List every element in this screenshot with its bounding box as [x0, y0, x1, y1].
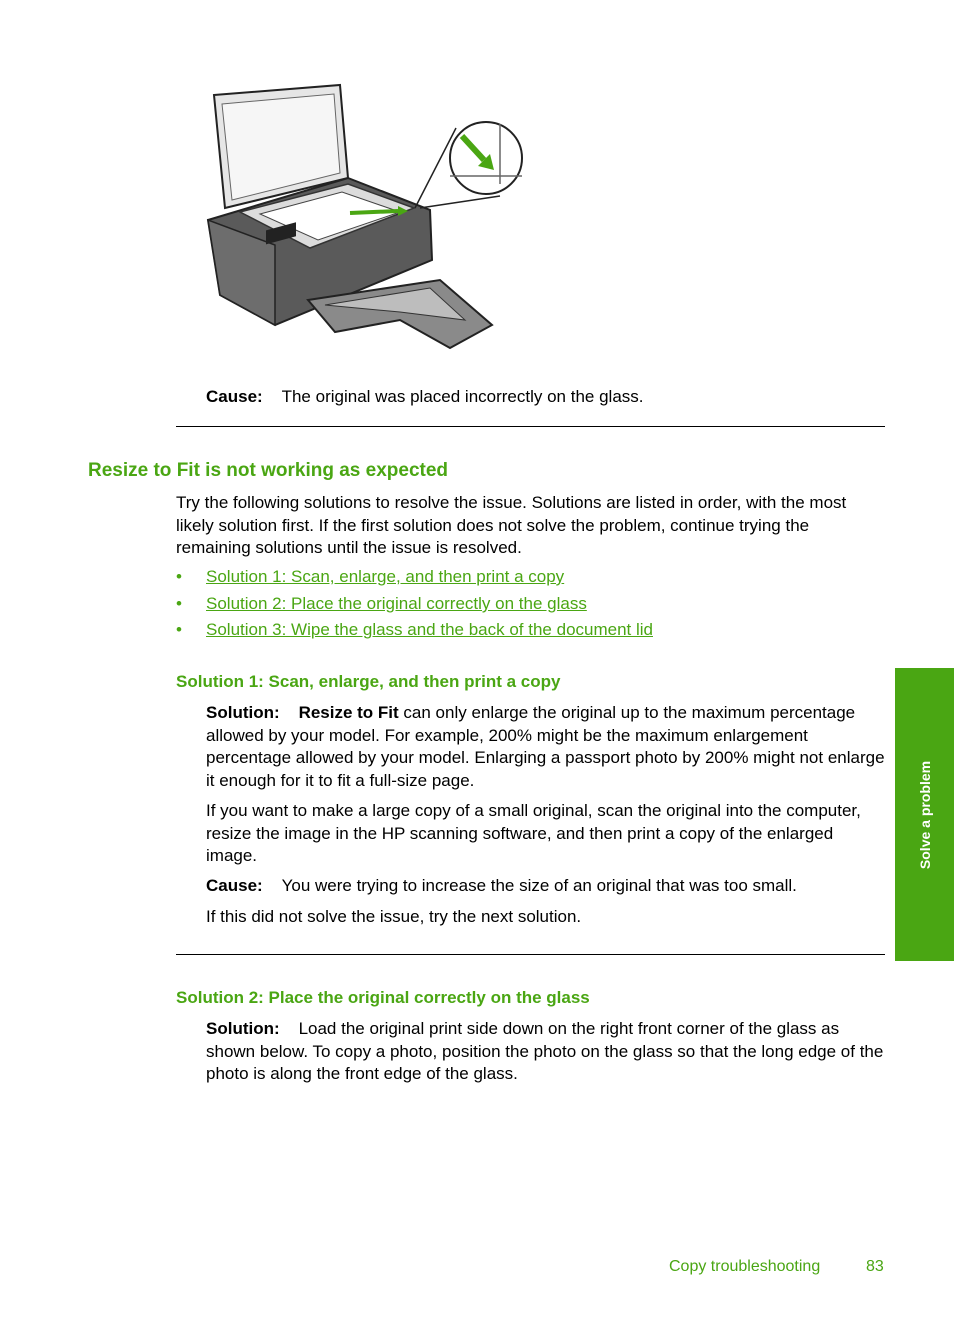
solution-2-text [206, 1018, 888, 1086]
cause-text: You were trying to increase the size of an original that was too small. [281, 876, 797, 895]
printer-illustration [200, 80, 530, 360]
bullet: • [176, 620, 182, 639]
solution-label: Solution: [206, 703, 280, 722]
divider [176, 954, 885, 955]
bullet: • [176, 567, 182, 586]
solution-1-heading: Solution 1: Scan, enlarge, and then print a copy [176, 672, 561, 691]
bullet: • [176, 594, 182, 613]
side-tab-label: Solve a problem [916, 760, 933, 869]
resize-to-fit-term: Resize to Fit [298, 703, 399, 722]
link-solution-3[interactable]: Solution 3: Wipe the glass and the back of the document lid [206, 620, 653, 639]
solution-1-para2: If you want to make a large copy of a small original, scan the original into the computer, resize the image in the HP scanning software, and then print a copy of the enlarged image. [206, 801, 861, 865]
section-intro: Try the following solutions to resolve the issue. Solutions are listed in order, with the most likely solution first. If the first solution does not solve the problem, continue trying the remaining solutions until the issue is resolved. [176, 493, 847, 557]
callout-line-top [415, 128, 456, 208]
footer-section: Copy troubleshooting [669, 1258, 821, 1275]
cause-label: Cause: [206, 876, 263, 895]
page-number: 83 [866, 1258, 884, 1275]
solution-label: Solution: [206, 1019, 280, 1038]
side-tab [895, 668, 954, 961]
solution-1-body: can only enlarge the original up to the maximum percentage allowed by your model. For example, 200% might be the maximum enlargement percentage allowed by your model. Enlarging a passport photo by 200% might not enlarge it enough for it to fit a full-size page. [206, 703, 885, 790]
solution-1-next: If this did not solve the issue, try the next solution. [206, 907, 582, 926]
solution-2-heading: Solution 2: Place the original correctly on the glass [176, 988, 590, 1007]
cause-label: Cause: [206, 387, 263, 406]
placement-arrow [350, 211, 398, 213]
link-solution-1[interactable]: Solution 1: Scan, enlarge, and then print a copy [206, 567, 565, 586]
link-solution-2[interactable]: Solution 2: Place the original correctly on the glass [206, 594, 587, 613]
cause-line [206, 386, 644, 409]
solution-1-text [206, 702, 888, 792]
cause-text: The original was placed incorrectly on the glass. [281, 387, 644, 406]
solution-1-cause [206, 875, 797, 898]
divider [176, 426, 885, 427]
callout-line-bottom [420, 196, 500, 208]
section-title: Resize to Fit is not working as expected [88, 460, 449, 481]
solution-2-body: Load the original print side down on the right front corner of the glass as shown below. To copy a photo, position the photo on the glass so that the long edge of the photo is along the front edge of the glass. [206, 1019, 884, 1083]
